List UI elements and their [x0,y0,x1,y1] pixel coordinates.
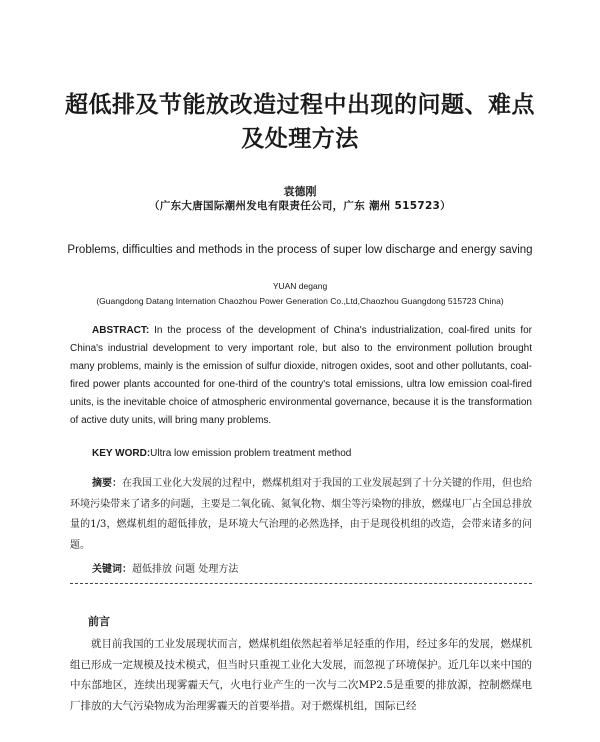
chinese-affiliation: （广东大唐国际潮州发电有限责任公司，广东 潮州 515723） [149,200,451,212]
english-abstract-label: ABSTRACT: [92,325,150,336]
english-author: YUAN degang [272,281,328,291]
chinese-keywords-label: 关键词： [92,564,132,575]
chinese-keywords-text: 超低排放 问题 处理方法 [132,564,239,575]
english-abstract-text: In the process of the development of China's industrialization, coal-fired units for China's industrial development to very important role, but also to the environment pollution brought many problems, mainly is the emission of sulfur dioxide, nitrogen oxides, soot and other pollutants, coal-fired power plants accounted for one-third of the country's total emissions, ultra low emission coal-fired units, is the inevitable choice of atmospheric environmental governance, because it is the transformation of active duty units, will bring many problems. [70,325,532,426]
chinese-author: 袁德刚 [283,185,317,198]
chinese-abstract-label: 摘要： [92,478,122,489]
english-abstract [70,322,532,430]
chinese-abstract-text: 在我国工业化大发展的过程中，燃煤机组对于我国的工业发展起到了十分关键的作用，但也给环境污染带来了诸多的问题，主要是二氧化硫、氮氧化物、烟尘等污染物的排放，燃煤电厂占全国总排放量的1/3，燃煤机组的超低排放，是环境大气治理的必然选择，由于是现役机组的改造，会带来诸多的问题。 [70,478,532,551]
section-heading-preface: 前言 [88,615,110,628]
english-keywords-label: KEY WORD: [92,448,151,459]
chinese-abstract [70,474,532,556]
english-keywords [92,448,532,459]
english-affiliation: (Guangdong Datang Internation Chaozhou Power Generation Co.,Ltd,Chaozhou Guangdong 515723 China) [96,296,504,306]
preface-paragraph: 就目前我国的工业发展现状而言，燃煤机组依然起着举足轻重的作用，经过多年的发展，燃煤机组已形成一定规模及技术模式，但当时只重视工业化大发展，而忽视了环境保护。近几年以来中国的中东部地区，连续出现雾霾天气，火电行业产生的一次与二次MP2.5是重要的排放源，控制燃煤电厂排放的大气污染物成为治理雾霾天的首要举措。对于燃煤机组，国际已经 [70,638,532,712]
chinese-title: 超低排及节能放改造过程中出现的问题、难点及处理方法 [65,92,535,152]
chinese-keywords [92,560,532,575]
english-keywords-text: Ultra low emission problem treatment method [150,448,352,459]
english-title: Problems, difficulties and methods in the process of super low discharge and energy saving [67,244,533,256]
section-divider [70,583,532,584]
